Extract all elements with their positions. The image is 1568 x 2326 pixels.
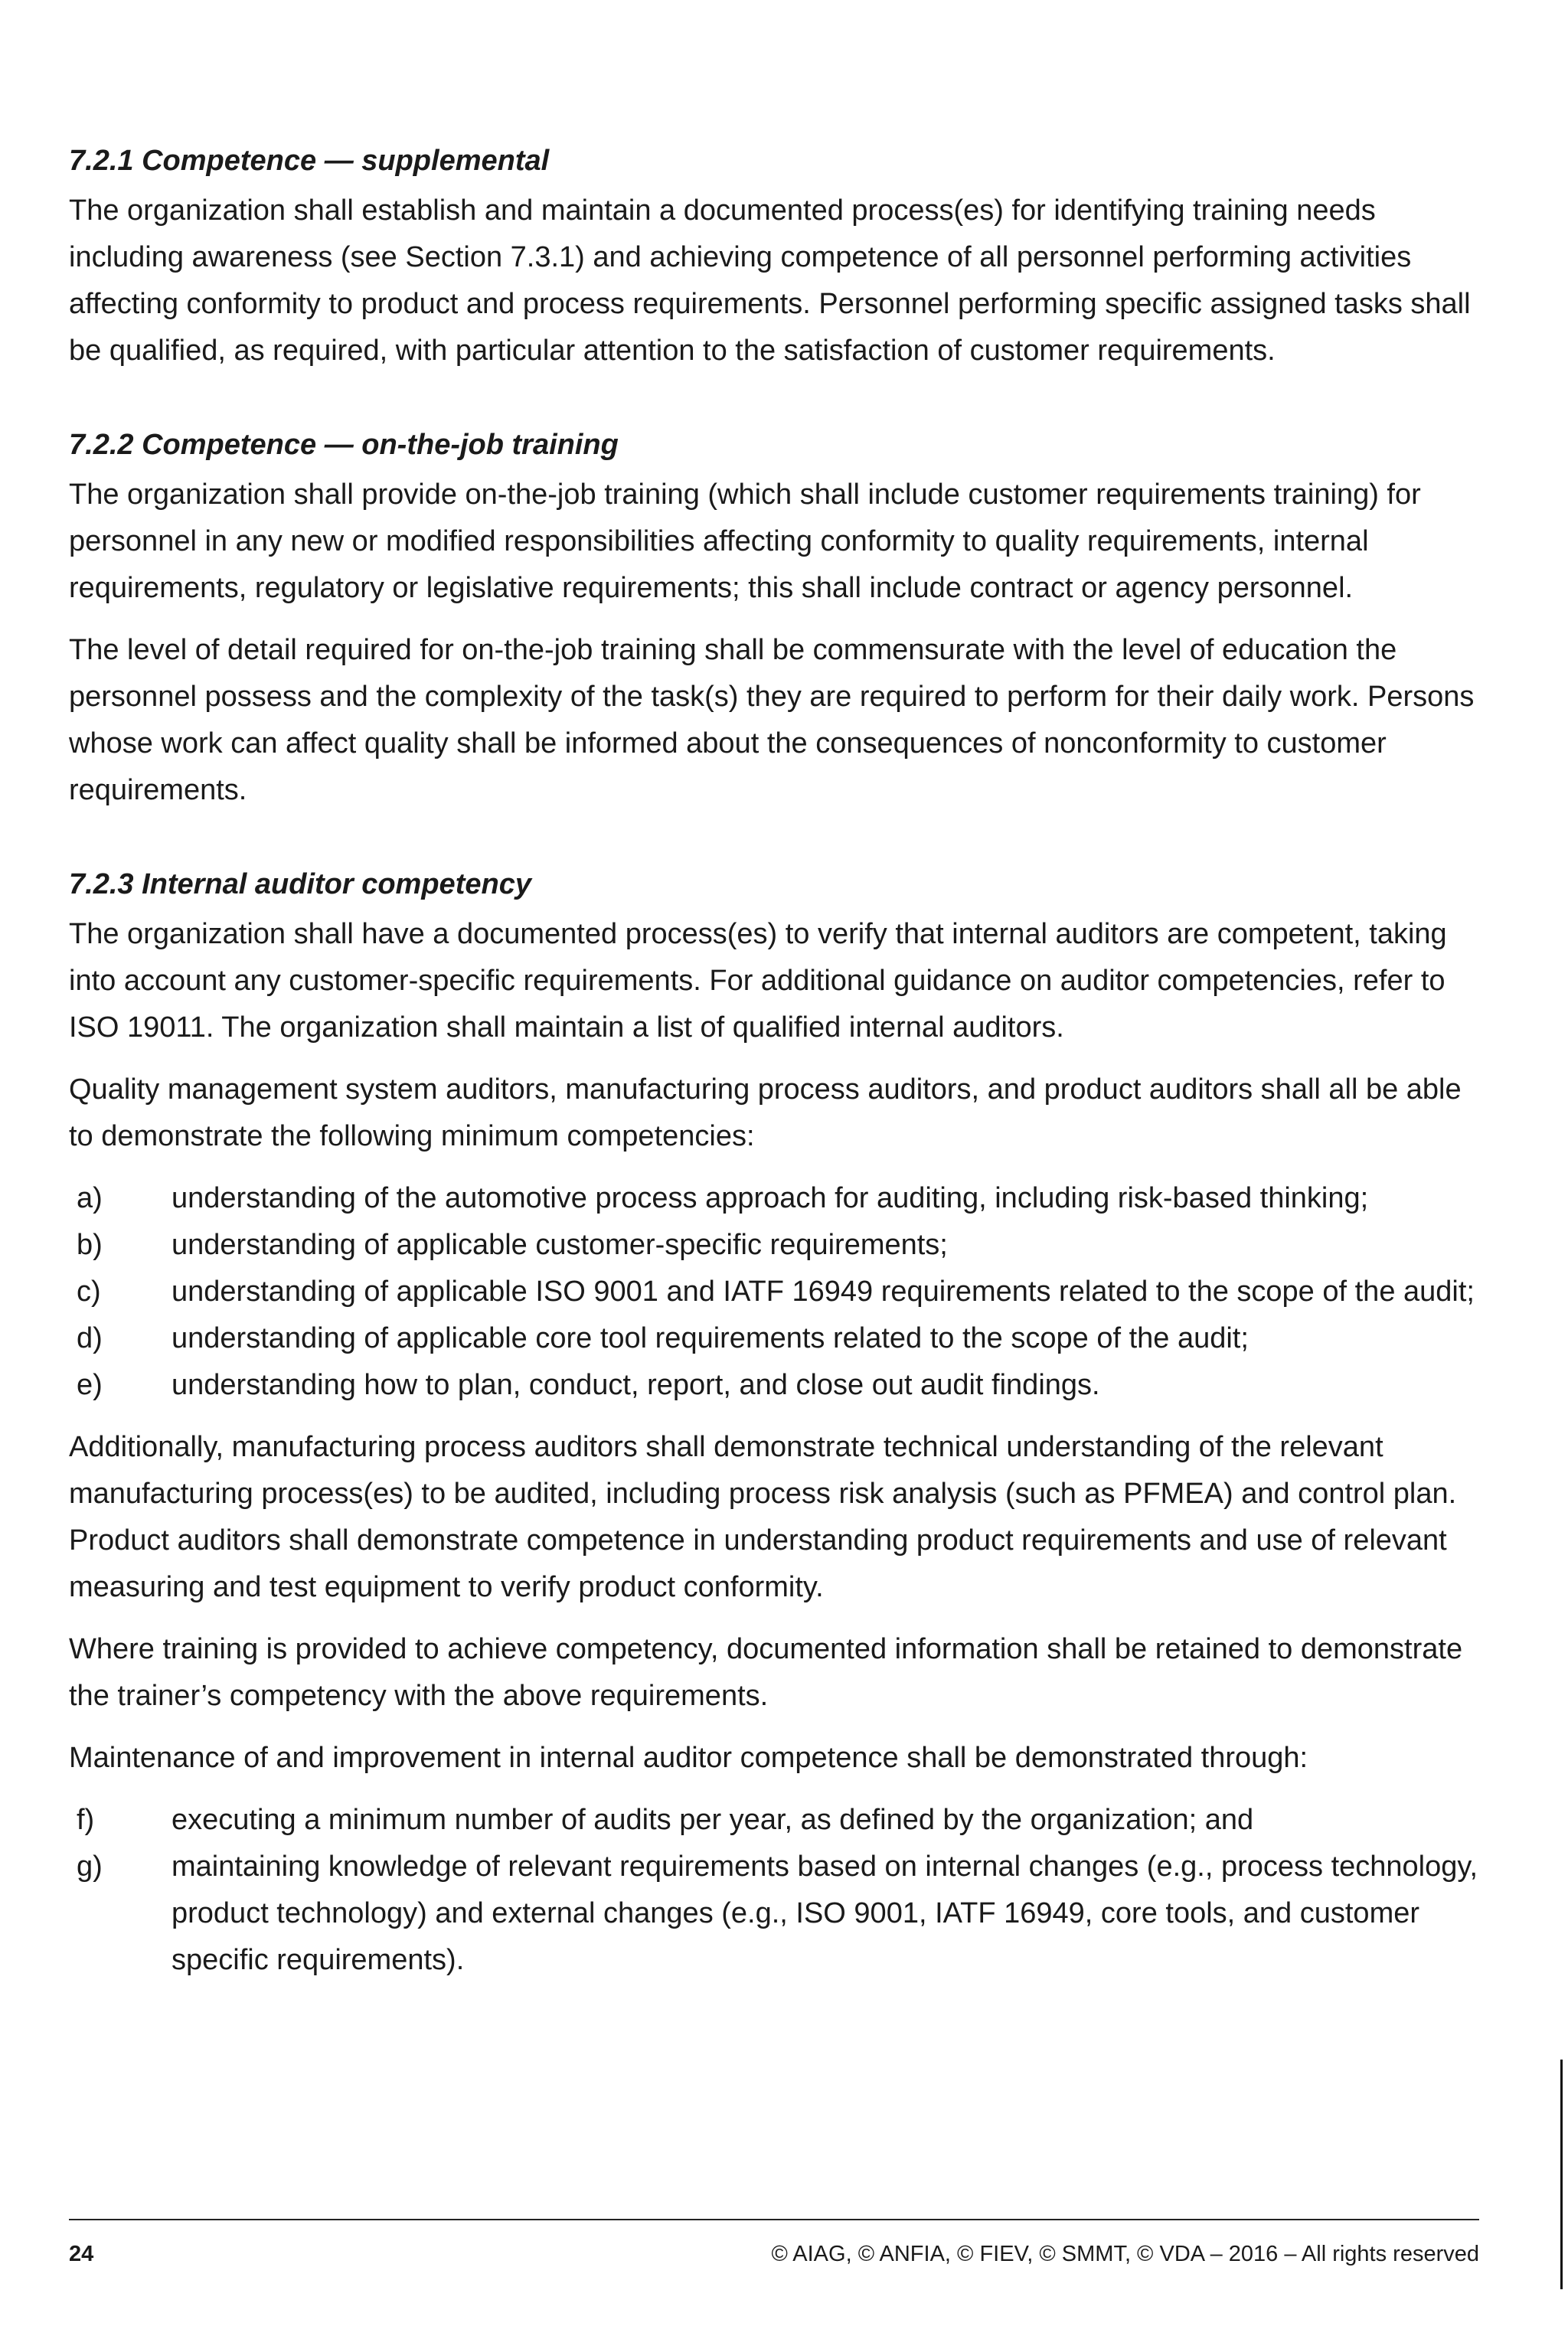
list-marker: c): [77, 1276, 101, 1308]
list-item-text: understanding of applicable ISO 9001 and IATF 16949 requirements related to the scope of the audit;: [172, 1276, 1475, 1308]
copyright-notice: © AIAG, © ANFIA, © FIEV, © SMMT, © VDA – 2016 – All rights reserved: [771, 2242, 1479, 2266]
list-item: [69, 1797, 1493, 1844]
list-item: [69, 1222, 1493, 1269]
list-item-text: understanding of applicable customer-specific requirements;: [172, 1229, 948, 1261]
section-heading: 7.2.3 Internal auditor competency: [69, 868, 531, 900]
list-item: [69, 1315, 1493, 1362]
paragraph: Maintenance of and improvement in internal auditor competence shall be demonstrated through:: [69, 1742, 1308, 1774]
list-item: [69, 1844, 1493, 1984]
paragraph: The organization shall provide on-the-job training (which shall include customer requirements training) for personnel in any new or modified responsibilities affecting conformity to quality requirements, internal requirements, regulatory or legislative requirements; this shall include contract or agency personnel.: [69, 479, 1421, 604]
paragraph: Additionally, manufacturing process auditors shall demonstrate technical understanding of the relevant manufacturing process(es) to be audited, including process risk analysis (such as PFMEA) and control plan. Product auditors shall demonstrate competence in understanding product requirements and use of relevant measuring and test equipment to verify product conformity.: [69, 1431, 1457, 1603]
list-marker: f): [77, 1804, 95, 1836]
list-item: [69, 1269, 1493, 1315]
maintenance-list: [69, 1797, 1493, 1984]
list-marker: b): [77, 1229, 103, 1261]
section-heading: 7.2.2 Competence — on-the-job training: [69, 429, 619, 461]
paragraph: The level of detail required for on-the-job training shall be commensurate with the level of education the personnel possess and the complexity of the task(s) they are required to perform for their daily work. Persons whose work can affect quality shall be informed about the consequences of nonconformity to customer requirements.: [69, 634, 1475, 806]
paragraph: The organization shall establish and maintain a documented process(es) for identifying training needs including awareness (see Section 7.3.1) and achieving competence of all personnel performing activities affecting conformity to product and process requirements. Personnel performing specific assigned tasks shall be qualified, as required, with particular attention to the satisfaction of customer requirements.: [69, 194, 1471, 367]
list-marker: a): [77, 1182, 103, 1214]
list-item-text: understanding of applicable core tool requirements related to the scope of the audit;: [172, 1322, 1249, 1354]
list-item-text: understanding of the automotive process approach for auditing, including risk-based thinking;: [172, 1182, 1369, 1214]
paragraph: Quality management system auditors, manufacturing process auditors, and product auditors shall all be able to demonstrate the following minimum competencies:: [69, 1073, 1462, 1152]
list-marker: d): [77, 1322, 103, 1354]
list-item: [69, 1175, 1493, 1222]
list-item-text: understanding how to plan, conduct, report, and close out audit findings.: [172, 1369, 1100, 1401]
section-7-2-3: [69, 861, 1493, 1984]
section-heading: 7.2.1 Competence — supplemental: [69, 145, 550, 177]
list-marker: e): [77, 1369, 103, 1401]
paragraph: Where training is provided to achieve competency, documented information shall be retained to demonstrate the trainer’s competency with the above requirements.: [69, 1633, 1463, 1712]
scan-edge-mark: [1560, 2060, 1563, 2289]
section-7-2-2: [69, 422, 1493, 814]
competency-list: [69, 1175, 1493, 1409]
footer-divider: [69, 2219, 1479, 2220]
page-number: 24: [69, 2242, 94, 2266]
list-item-text: executing a minimum number of audits per year, as defined by the organization; and: [172, 1804, 1254, 1836]
list-item: [69, 1362, 1493, 1409]
list-item-text: maintaining knowledge of relevant requirements based on internal changes (e.g., process technology, product technology) and external changes (e.g., ISO 9001, IATF 16949, core tools, and customer specific requirements).: [172, 1851, 1478, 1976]
document-page: [69, 138, 1493, 1999]
section-7-2-1: [69, 138, 1493, 374]
paragraph: The organization shall have a documented process(es) to verify that internal auditors are competent, taking into account any customer-specific requirements. For additional guidance on auditor competencies, refer to ISO 19011. The organization shall maintain a list of qualified internal auditors.: [69, 918, 1447, 1044]
list-marker: g): [77, 1851, 103, 1883]
